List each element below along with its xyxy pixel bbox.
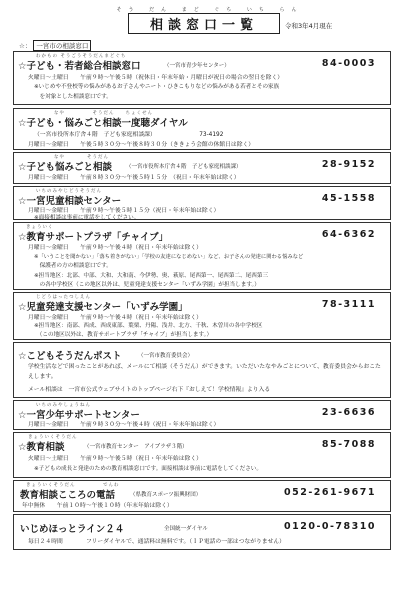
entry-title: ☆子ども・若者総合相談窓口 bbox=[18, 61, 141, 72]
entry-line: メール相談は 一宮市公式ウェブサイトのトップページ右下『おしえて！学校情報』より入る bbox=[28, 387, 271, 393]
entry-ruby: なや そうだん bbox=[54, 155, 109, 160]
entry-line: ※面接相談は事前に電話をしてください。 bbox=[34, 215, 140, 221]
legend bbox=[19, 40, 91, 51]
entry-line: ※子どもの成長と発達のための教育相談窓口です。面接相談は事前に電話をしてください。 bbox=[34, 466, 262, 472]
entry-title: ☆一宮少年サポートセンター bbox=[18, 410, 140, 421]
entry-kokoro-phone bbox=[13, 480, 391, 512]
entry-line: 保護者の方の相談窓口です。 bbox=[34, 263, 112, 269]
entry-sub: （一宮市青少年センター） bbox=[164, 63, 230, 69]
entry-title: ☆教育サポートプラザ「チャイブ」 bbox=[18, 232, 169, 243]
date-label: 令和3年4月現在 bbox=[285, 22, 333, 30]
entry-line: 火曜日～土曜日 午前９時～午後５時（祝日・年末年始は除く） bbox=[28, 456, 202, 462]
entry-line: 月曜日～金曜日 午前９時～午後５時１５分（祝日・年末年始は除く） bbox=[28, 208, 220, 214]
header-ruby: そう だん まど ぐち いち らん bbox=[116, 7, 304, 13]
entry-title: ☆教育相談 bbox=[18, 442, 65, 453]
entry-phone: 28-9152 bbox=[321, 159, 376, 170]
entry-title: 教育相談こころの電話 bbox=[20, 490, 116, 501]
entry-child-guidance-center bbox=[13, 186, 391, 220]
entry-ruby: きょういく bbox=[26, 225, 54, 230]
entry-phone: 64-6362 bbox=[321, 229, 376, 240]
entry-line: ※「いうことを聞かない」「落ち着きがない」「学校の友達になじめない」など、お子さんの発達に関わる悩みなど bbox=[34, 254, 304, 260]
entry-sub: （県教育スポーツ振興財団） bbox=[130, 492, 202, 498]
entry-sub: 全国統一ダイヤル bbox=[164, 526, 208, 532]
legend-star: ☆： bbox=[19, 42, 32, 50]
entry-sub: （一宮市役所本庁舎４階 子ども家庭相談課） bbox=[126, 164, 242, 170]
entry-line: ※担当地区：南部、西成、西成東部、葉栗、丹陽、浅井、北方、千秋、木曽川の各中学校区 bbox=[34, 323, 263, 329]
entry-bullying-hotline bbox=[13, 514, 391, 550]
entry-line: の各中学校区（この地区以外は、児童発達支援センター「いずみ学園」が担当します。） bbox=[34, 282, 260, 288]
entry-consultation-post bbox=[13, 342, 391, 398]
entry-sub: （一宮市教育センター アイプラザ３階） bbox=[84, 444, 188, 450]
entry-title: ☆一宮児童相談センター bbox=[18, 196, 122, 207]
entry-youth-center bbox=[13, 51, 391, 105]
entry-line: ※担当地区：北部、中部、大和、大和南、今伊勢、奥、萩原、尾西第一、尾西第二、尾西第三 bbox=[34, 273, 269, 279]
entry-juvenile-support bbox=[13, 400, 391, 430]
entry-chive bbox=[13, 222, 391, 290]
entry-listening-dial bbox=[13, 108, 391, 150]
entry-phone: 84-0003 bbox=[321, 58, 376, 69]
entry-ruby: じどうはったつしえん bbox=[36, 295, 91, 300]
entry-line: 学校生活などで困ったことがあれば、メールにて相談（そうだん）ができます。いただいたなやみごとについて、教育委員会からおこたえします。 bbox=[28, 364, 381, 380]
entry-sub: （一宮市教育委員会） bbox=[138, 353, 194, 359]
entry-line: 年中無休 午前１０時～午後１０時（年末年始は除く） bbox=[22, 503, 173, 509]
entry-line: （この地区以外は、教育サポートプラザ「チャイブ」が担当します。） bbox=[34, 332, 213, 338]
entry-line: 月曜日～金曜日 午前９時～午後４時（祝日・年末年始は除く） bbox=[28, 315, 202, 321]
entry-ruby: きょういくそうだん でんわ bbox=[26, 483, 120, 488]
entry-ruby: きょういくそうだん bbox=[28, 435, 78, 440]
entry-line: 火曜日～土曜日 午前９時～午後５時（祝休日・年末年始・月曜日が祝日の場合の翌日を除く） bbox=[28, 75, 284, 81]
entry-title: いじめほっとライン２４ bbox=[20, 524, 125, 535]
entry-line: 月曜日～金曜日 午前９時３０分～午後４時（祝日・年末年始は除く） bbox=[28, 422, 220, 428]
entry-education-consultation bbox=[13, 432, 391, 478]
entry-line: （一宮市役所本庁舎４階 子ども家庭相談課） 73-4192 bbox=[34, 132, 224, 138]
entry-title: ☆子ども・悩みごと相談一度聴ダイヤル bbox=[18, 118, 188, 129]
entry-line: 月曜日～金曜日 午前８時３０分～午後５時１５分 （祝日・年末年始は除く） bbox=[28, 175, 240, 181]
entry-phone: 45-1558 bbox=[321, 193, 376, 204]
entry-ruby: なや そうだん ちょくせん bbox=[54, 111, 153, 116]
entry-title: ☆子ども悩みごと相談 bbox=[18, 162, 113, 173]
entry-ruby: わかもの そうごうそうだんまどぐち bbox=[36, 54, 127, 59]
entry-title: ☆こどもそうだんポスト bbox=[18, 351, 122, 362]
entry-phone: 85-7088 bbox=[321, 439, 376, 450]
entry-ruby: いちのみやしょうねん bbox=[36, 403, 91, 408]
legend-label: 一宮市の相談窓口 bbox=[33, 40, 91, 51]
entry-line: 月曜日～金曜日 午後５時３０分～午後８時３０分（ききょう会館の休館日は除く） bbox=[28, 142, 255, 148]
entry-phone: 23-6636 bbox=[321, 407, 376, 418]
entry-worry-consultation bbox=[13, 152, 391, 184]
page-title: 相談窓口一覧 bbox=[128, 13, 280, 34]
entry-title: ☆児童発達支援センター「いずみ学園」 bbox=[18, 302, 188, 313]
entry-ruby: いちのみやじどうそうだん bbox=[36, 189, 102, 194]
entry-phone: 78-3111 bbox=[321, 299, 376, 310]
entry-line: を対象とした相談窓口です。 bbox=[34, 94, 112, 100]
entry-izumi-gakuen bbox=[13, 292, 391, 340]
entry-line: 月曜日～金曜日 午前９時～午後４時（祝日・年末年始は除く） bbox=[28, 245, 202, 251]
entry-phone: 0120-0-78310 bbox=[284, 521, 376, 532]
entry-line: ※いじめや不登校等の悩みがあるお子さんやニート・ひきこもりなどの悩みがある若者とその家族 bbox=[34, 84, 280, 90]
entry-phone: 052-261-9671 bbox=[284, 487, 376, 498]
entry-line: 毎日２４時間 フリーダイヤルで、通話料は無料です。（ＩＰ電話の一部はつながりません） bbox=[28, 539, 285, 545]
